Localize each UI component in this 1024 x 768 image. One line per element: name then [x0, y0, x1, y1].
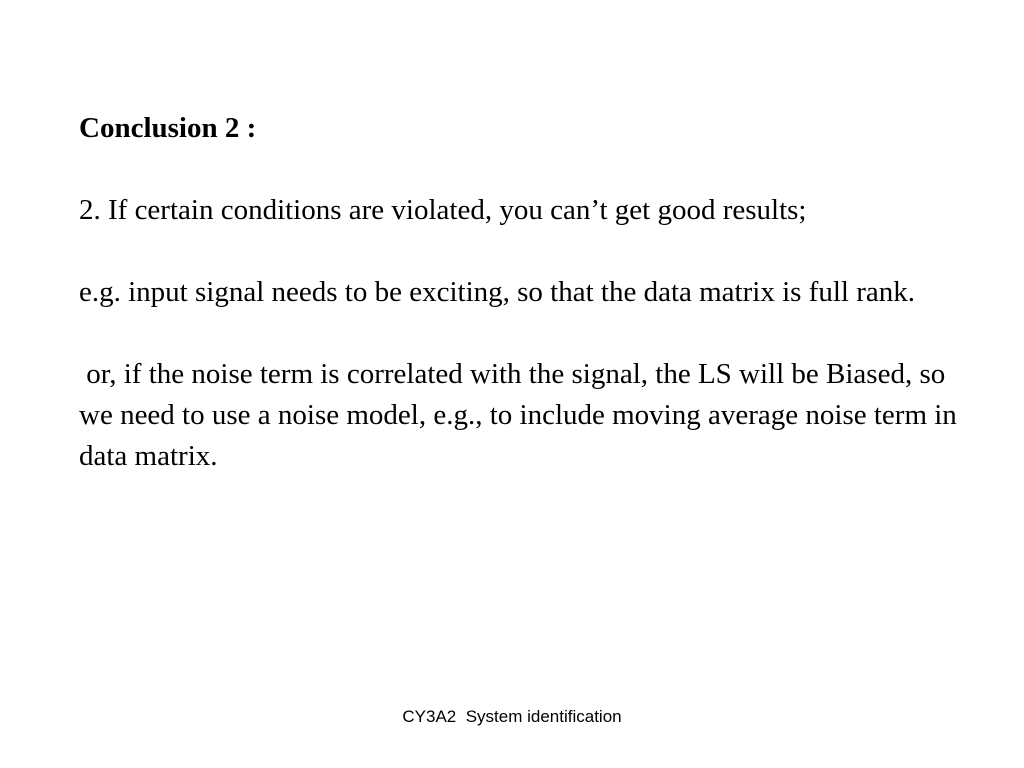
slide-title: Conclusion 2 : — [79, 112, 257, 144]
example-text-2: or, if the noise term is correlated with the signal, the LS will be Biased, so we need to use a noise model, e.g., to include moving average noise term in data matrix. — [79, 358, 965, 472]
spacer — [79, 231, 979, 272]
spacer — [79, 149, 979, 190]
slide-footer: CY3A2 System identification — [402, 707, 622, 726]
slide-content — [79, 108, 979, 477]
spacer — [79, 313, 979, 354]
point-text: 2. If certain conditions are violated, you can’t get good results; — [79, 194, 807, 226]
example-text-1: e.g. input signal needs to be exciting, so that the data matrix is full rank. — [79, 276, 915, 308]
